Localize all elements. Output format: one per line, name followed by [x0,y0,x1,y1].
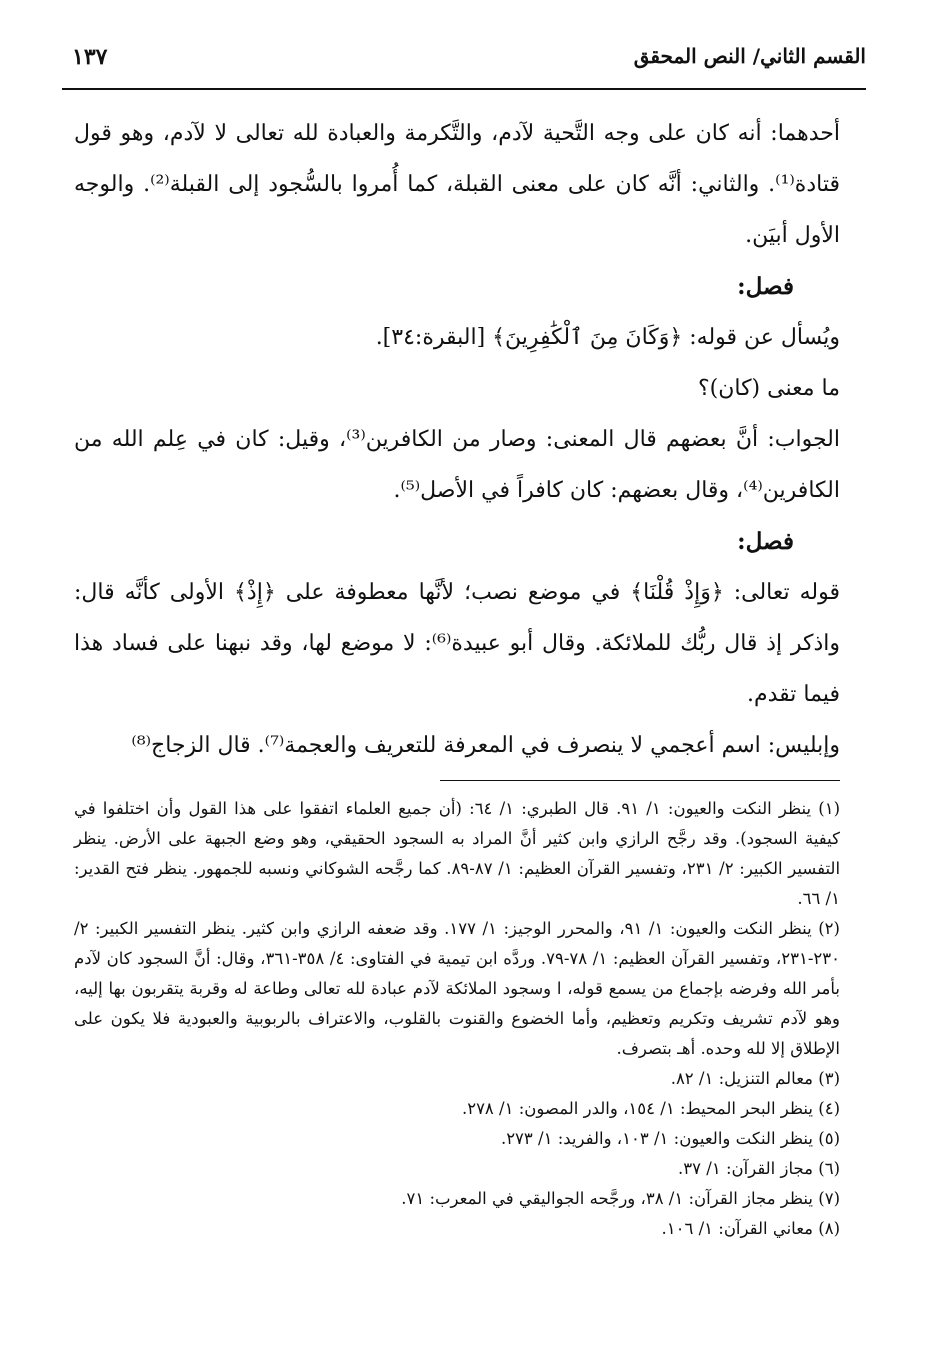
page-number: ١٣٧ [72,44,108,70]
running-title: القسم الثاني/ النص المحقق [633,44,866,68]
question-meaning: ما معنى (كان)؟ [697,376,840,401]
iblis-paragraph: وإبليس: اسم أعجمي لا ينصرف في المعرفة للتعريف والعجمة⁽⁷⁾. قال الزجاج⁽⁸⁾ [131,733,840,758]
answer-paragraph: الجواب: أنَّ بعضهم قال المعنى: وصار من الكافرين⁽³⁾، وقيل: كان في عِلم الله من الكافرين⁽⁴⁾، وقال بعضهم: كان كافراً في الأصل⁽⁵⁾. [74,427,840,503]
footnote-5: (٥) ينظر النكت والعيون: ١/ ١٠٣، والفريد: ١/ ٢٧٣. [500,1129,840,1148]
main-text [74,108,840,771]
footnote-7: (٧) ينظر مجاز القرآن: ١/ ٣٨، ورجَّحه الجواليقي في المعرب: ٧١. [401,1189,840,1208]
section-heading: فصل: [737,528,794,555]
footnote-2: (٢) ينظر النكت والعيون: ١/ ٩١، والمحرر الوجيز: ١/ ١٧٧. وقد ضعفه الرازي وابن كثير. ينظر التفسير الكبير: ٢/ ٢٣٠-٢٣١، وتفسير القرآن العظيم: ١/ ٧٨-٧٩. وردَّه ابن تيمية في الفتاوى: ٤/ ٣٥٨-٣٦١، وقال: أنَّ السجود كان لآدم بأمر الله وفرضه بإجماع من يسمع قوله، ا وسجود الملائكة لآدم عبادة لله تعالى وطاعة له وقربة يتقربون بها إليه، وهو لآدم تشريف وتكريم وتعظيم، وأما الخضوع والقنوت بالقلوب، والاعتراف بالربوبية والعبودية فلا يكون على الإطلاق إلا لله وحده. أهـ بتصرف. [74,919,840,1058]
footnote-8: (٨) معاني القرآن: ١/ ١٠٦. [661,1219,840,1238]
footnote-1: (١) ينظر النكت والعيون: ١/ ٩١. قال الطبري: ١/ ٦٤: (أن جميع العلماء اتفقوا على هذا القول وأن اختلفوا في كيفية السجود). وقد رجَّح الرازي وابن كثير أنَّ المراد به السجود الحقيقي، وهو وضع الجبهة على الأرض. ينظر التفسير الكبير: ٢/ ٢٣١، وتفسير القرآن العظيم: ١/ ٨٧-٨٩. كما رجَّحه الشوكاني ونسبه للجمهور. ينظر فتح القدير: ١/ ٦٦. [74,799,841,908]
footnotes [74,794,840,1244]
question-verse: ويُسأل عن قوله: ﴿وَكَانَ مِنَ ٱلْكَٰفِرِينَ﴾ [البقرة:٣٤]. [375,325,840,350]
footnote-4: (٤) ينظر البحر المحيط: ١/ ١٥٤، والدر المصون: ١/ ٢٧٨. [461,1099,840,1118]
grammar-paragraph: قوله تعالى: ﴿وَإِذْ قُلْنَا﴾ في موضع نصب؛ لأنَّها معطوفة على ﴿إِذْ﴾ الأولى كأنَّه قال: واذكر إذ قال ربُّك للملائكة. وقال أبو عبيدة⁽⁶⁾: لا موضع لها، وقد نبهنا على فساد هذا فيما تقدم. [74,580,841,707]
section-heading: فصل: [737,273,794,300]
header-divider [62,88,866,90]
page-header [62,40,866,84]
paragraph-two-opinions: أحدهما: أنه كان على وجه التَّحية لآدم، والتَّكرمة والعبادة لله تعالى لا لآدم، وهو قول قتادة⁽¹⁾. والثاني: أنَّه كان على معنى القبلة، كما أُمروا بالسُّجود إلى القبلة⁽²⁾. والوجه الأول أبيَن. [74,121,840,248]
footnote-3: (٣) معالم التنزيل: ١/ ٨٢. [670,1069,840,1088]
footnote-divider [440,780,840,781]
footnote-6: (٦) مجاز القرآن: ١/ ٣٧. [678,1159,840,1178]
